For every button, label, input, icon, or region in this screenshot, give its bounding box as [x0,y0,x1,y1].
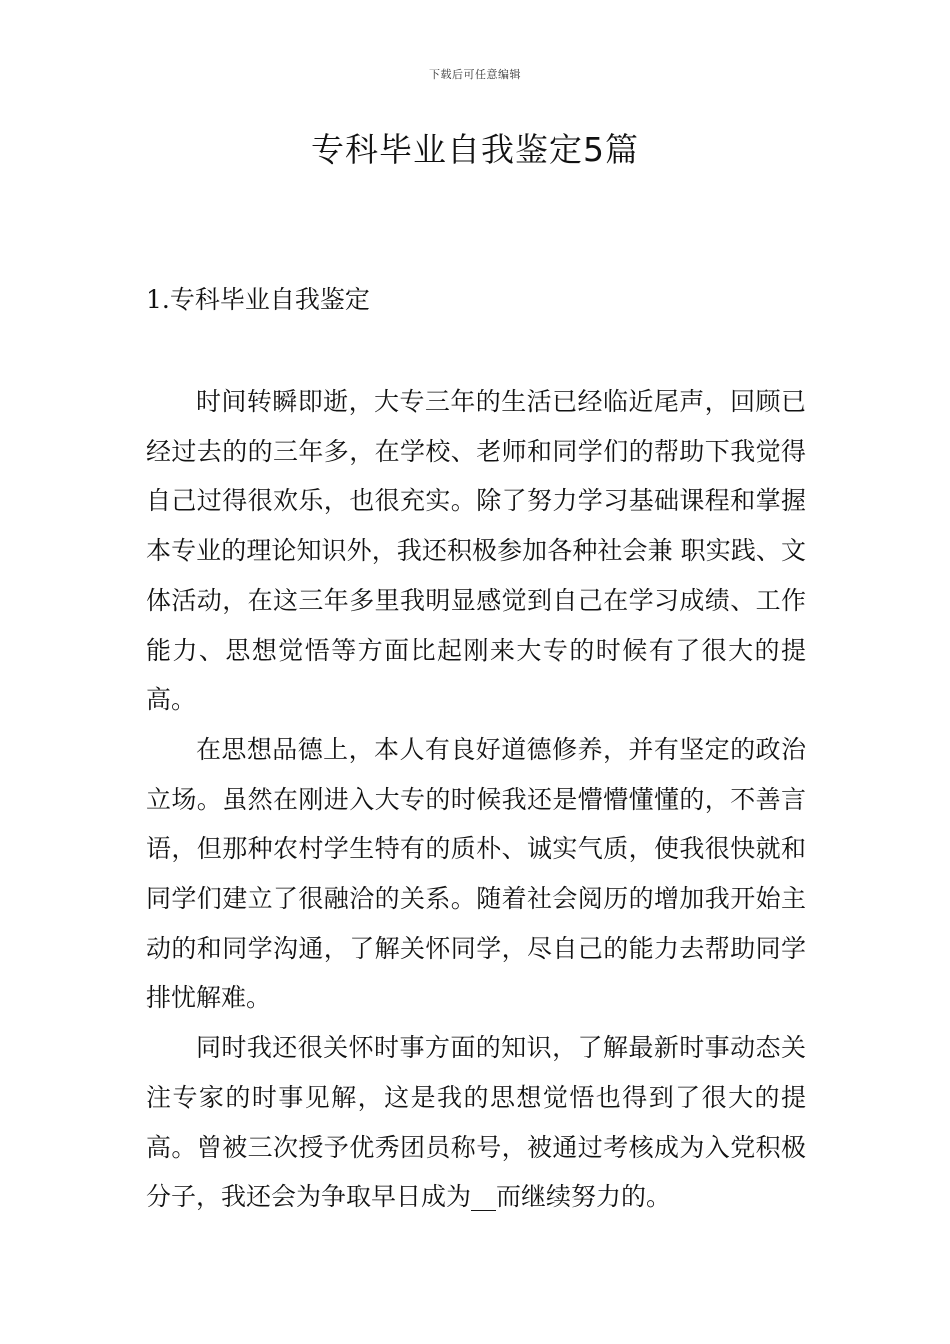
header-note: 下载后可任意编辑 [429,68,521,81]
paragraph-3: 同时我还很关怀时事方面的知识，了解最新时事动态关注专家的时事见解，这是我的思想觉悟也得到了很大的提高。曾被三次授予优秀团员称号，被通过考核成为入党积极分子，我还会为争取早日成为__而继续努力的。 [146,1033,806,1212]
section-heading: 1.专科毕业自我鉴定 [146,285,370,314]
paragraph-2: 在思想品德上，本人有良好道德修养，并有坚定的政治立场。虽然在刚进入大专的时候我还是懵懵懂懂的，不善言语，但那种农村学生特有的质朴、诚实气质，使我很快就和同学们建立了很融洽的关系。随着社会阅历的增加我开始主动的和同学沟通，了解关怀同学，尽自己的能力去帮助同学排忧解难。 [146,734,806,1013]
paragraph-1: 时间转瞬即逝，大专三年的生活已经临近尾声，回顾已经过去的的三年多，在学校、老师和同学们的帮助下我觉得自己过得很欢乐，也很充实。除了努力学习基础课程和掌握本专业的理论知识外，我还积极参加各种社会兼 职实践、文体活动，在这三年多里我明显感觉到自己在学习成绩、工作能力、思想觉悟等方面比起刚来大专的时候有了很大的提高。 [146,387,806,715]
body-text [146,377,806,1222]
document-title: 专科毕业自我鉴定5篇 [311,130,639,169]
